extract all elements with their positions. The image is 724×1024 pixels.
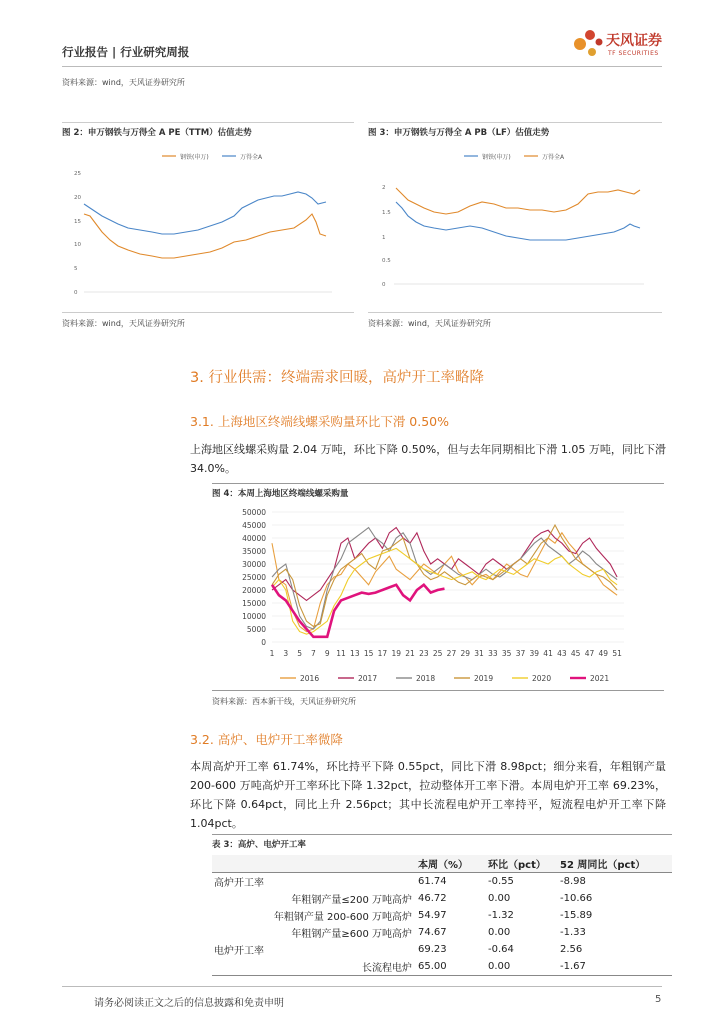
table-row [212,907,672,924]
fig2-title: 图 2：申万钢铁与万得全 A PE（TTM）估值走势 [62,128,252,138]
fig4-xtick-label: 1 [269,649,275,658]
table3 [212,855,672,976]
fig3-ytick-0: 2 [382,185,386,191]
fig3-chart [368,142,662,312]
fig4-series-2019 [272,525,617,626]
fig4-legend-label: 2019 [474,674,494,683]
table-cell: 高炉开工率 [214,878,264,889]
fig4-xtick-label: 5 [297,649,302,658]
fig4-legend-label: 2021 [590,674,610,683]
fig4-xtick-label: 23 [419,649,429,658]
fig4-top-border [212,483,664,484]
section3-heading: 3. 行业供需：终端需求回暖，高炉开工率略降 [190,370,484,386]
fig4-legend-label: 2020 [532,674,552,683]
table-row [212,924,672,941]
fig4-xtick-label: 27 [446,649,457,658]
section32-paragraph: 本周高炉开工率 61.74%，环比持平下降 0.55pct，同比下滑 8.98pct；细分来看，年粗钢产量 200-600 万吨高炉开工率环比下降 1.32pct，拉动整体开工率下滑。本周电炉开工率 69.23%，环比下降 0.64pct，同比上升 2.56pct；其中长流程电炉开工率持平，短流程电炉开工率下降 1.04pct。 [190,760,666,830]
top-source-note: 资料来源：wind，天风证券研究所 [62,78,185,87]
table-cell: -0.64 [488,944,514,955]
fig4-chart [212,502,664,688]
table-header-cell: 环比（pct） [486,855,558,873]
fig2-chart [62,142,354,312]
fig4-xtick-label: 21 [405,649,415,658]
table-header-row [212,855,672,873]
fig4-xtick-label: 33 [488,649,498,658]
fig4-ytick-label: 30000 [242,560,266,569]
fig3-title: 图 3：申万钢铁与万得全 A PB（LF）估值走势 [368,128,550,138]
fig4-source: 资料来源：西本新干线，天风证券研究所 [212,697,356,706]
fig4-xtick-label: 15 [363,649,374,658]
section31-heading: 3.1. 上海地区终端线螺采购量环比下滑 0.50% [190,414,450,429]
fig3-ytick-2: 1 [382,235,386,241]
fig2-top-border [62,122,354,123]
fig4-xtick-label: 13 [350,649,360,658]
fig4-xtick-label: 11 [336,649,346,658]
fig4-xtick-label: 49 [598,649,609,658]
report-header-title: 行业报告 | 行业研究周报 [62,45,190,59]
table-cell: -8.98 [560,876,586,887]
table-header-cell: 本周（%） [416,855,486,873]
fig2-ytick-2: 15 [74,219,81,225]
fig4-ytick-label: 5000 [246,625,266,634]
footer-disclaimer: 请务必阅读正文之后的信息披露和免责申明 [94,998,284,1009]
fig3-legend-0: 钢铁(申万) [482,154,511,161]
fig3-bottom-border [368,312,662,313]
fig4-ytick-label: 0 [261,638,266,647]
table-cell: 2.56 [560,944,583,955]
table-row [212,941,672,958]
fig4-ytick-label: 10000 [242,612,266,621]
table-row [212,873,672,891]
table-cell: 0.00 [488,893,511,904]
fig2-ytick-1: 20 [74,195,81,201]
fig4-xtick-label: 39 [529,649,540,658]
fig4-xtick-label: 19 [391,649,402,658]
fig4-xtick-label: 51 [612,649,622,658]
fig4-xtick-label: 43 [557,649,567,658]
fig4-legend-label: 2018 [416,674,436,683]
fig2-legend-0: 钢铁(申万) [180,154,209,161]
table-cell: 0.00 [488,927,511,938]
fig3-source: 资料来源：wind，天风证券研究所 [368,319,491,328]
fig4-ytick-label: 50000 [242,508,266,517]
table3-top-border [212,834,672,835]
fig2-ytick-5: 0 [74,290,78,296]
fig3-top-border [368,122,662,123]
fig4-xtick-label: 9 [324,649,330,658]
fig4-xtick-label: 41 [543,649,553,658]
fig4-xtick-label: 31 [474,649,484,658]
table-cell: 长流程电炉 [212,958,416,976]
fig4-bottom-border [212,690,664,691]
fig4-ytick-label: 35000 [242,547,266,556]
fig4-legend-label: 2016 [300,674,320,683]
table-row [212,890,672,907]
fig2-source: 资料来源：wind，天风证券研究所 [62,319,185,328]
fig4-xtick-label: 29 [460,649,471,658]
fig4-xtick-label: 25 [432,649,443,658]
fig2-ytick-3: 10 [74,242,81,248]
table-cell: 0.00 [486,958,558,976]
fig2-series-steel [84,214,326,258]
fig2-ytick-0: 25 [74,171,81,177]
fig4-legend-label: 2017 [358,674,378,683]
table-row [212,958,672,976]
page-number: 5 [655,994,662,1005]
fig4-xtick-label: 17 [377,649,388,658]
table-cell: -1.33 [560,927,586,938]
fig3-legend-1: 万得全A [542,154,565,161]
table-cell: 年粗钢产量≥600 万吨高炉 [291,929,412,940]
fig4-xtick-label: 3 [283,649,289,658]
section32-heading: 3.2. 高炉、电炉开工率微降 [190,732,343,747]
table-cell: 69.23 [418,944,447,955]
table-cell: 54.97 [418,910,447,921]
fig2-series-wind [84,192,326,234]
table-cell: 46.72 [418,893,447,904]
table-cell: -1.67 [558,958,672,976]
section31-paragraph: 上海地区线螺采购量 2.04 万吨，环比下降 0.50%，但与去年同期相比下滑 1.05 万吨，同比下滑 34.0%。 [190,443,666,475]
table-cell: -15.89 [560,910,593,921]
fig2-legend-1: 万得全A [240,154,263,161]
footer-divider [62,986,662,987]
fig3-series-wind [396,188,640,214]
logo-text-en: TF SECURITIES [608,50,659,57]
fig4-ytick-label: 40000 [242,534,266,543]
table-cell: -10.66 [560,893,593,904]
fig4-xtick-label: 35 [501,649,512,658]
table-cell: 65.00 [416,958,486,976]
fig4-ytick-label: 25000 [242,573,266,582]
table-header-cell: 52 周同比（pct） [558,855,672,873]
fig4-ytick-label: 15000 [242,599,266,608]
table-header-cell [212,855,416,873]
fig2-ytick-4: 5 [74,266,78,272]
fig3-ytick-3: 0.5 [382,258,391,264]
fig4-title: 图 4：本周上海地区终端线螺采购量 [212,489,349,499]
table-cell: 电炉开工率 [214,946,264,957]
fig2-bottom-border [62,312,354,313]
table-cell: 年粗钢产量≤200 万吨高炉 [291,895,412,906]
fig4-series-2020 [272,548,617,634]
fig3-ytick-1: 1.5 [382,210,391,216]
fig4-ytick-label: 20000 [242,586,266,595]
header-divider [62,66,662,67]
table-cell: 年粗钢产量 200-600 万吨高炉 [273,912,412,923]
fig3-ytick-4: 0 [382,282,386,288]
table-cell: -1.32 [488,910,514,921]
fig4-ytick-label: 45000 [242,521,266,530]
table-cell: -0.55 [488,876,514,887]
fig4-xtick-label: 7 [311,649,316,658]
logo-text-cn: 天风证券 [606,33,662,49]
fig4-xtick-label: 37 [515,649,526,658]
fig4-xtick-label: 45 [570,649,581,658]
table3-title: 表 3：高炉、电炉开工率 [212,840,306,850]
table-cell: 74.67 [418,927,447,938]
table-cell: 61.74 [418,876,447,887]
fig4-xtick-label: 47 [584,649,595,658]
